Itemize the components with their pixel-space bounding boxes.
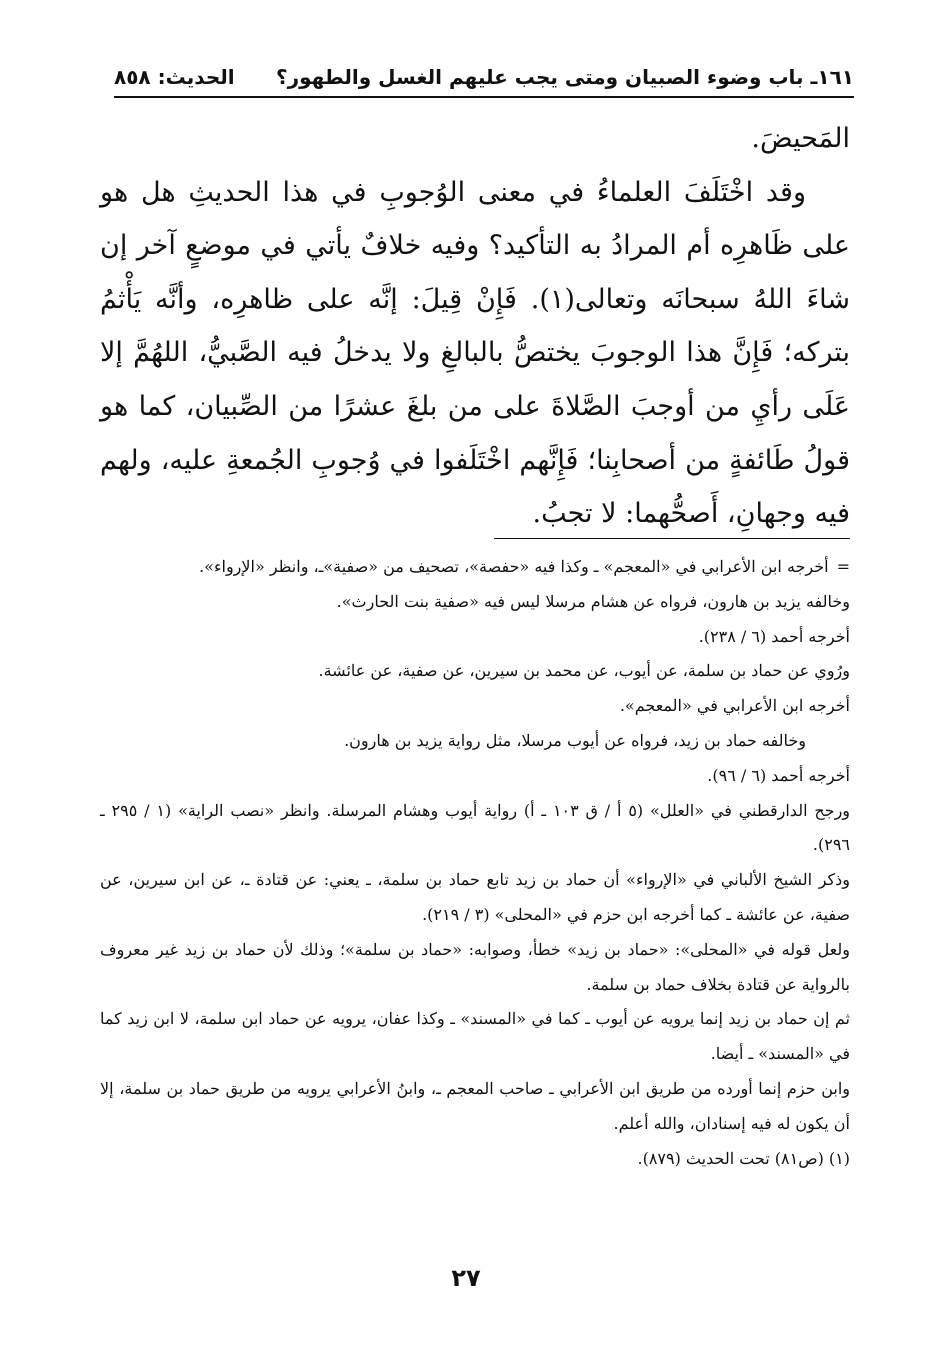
footnote-line: ورُوي عن حماد بن سلمة، عن أيوب، عن محمد بن سيرين، عن صفية، عن عائشة.: [318, 661, 850, 681]
running-header: [114, 60, 854, 94]
page-number: ٢٧: [451, 1264, 481, 1292]
footnote-line: ولعل قوله في «المحلى»: «حماد بن زيد» خطأ، وصوابه: «حماد بن سلمة»؛ وذلك لأن حماد بن زيد غير معروف بالرواية عن قتادة بخلاف حماد بن سلمة.: [100, 939, 850, 994]
footnote-line-text: أخرجه ابن الأعرابي في «المعجم» ـ وكذا فيه «حفصة»، تصحيف من «صفية»ـ، وانظر «الإرواء».: [199, 557, 829, 576]
footnote-line: [100, 550, 850, 585]
footnote-line: وذكر الشيخ الألباني في «الإرواء» أن حماد بن زيد تابع حماد بن سلمة، ـ يعني: عن قتادة ـ، عن ابن سيرين، عن صفية، عن عائشة ـ كما أخرجه ابن حزم في «المحلى» (٣ / ٢١٩).: [100, 870, 850, 924]
footnote-line: أخرجه أحمد (٦ / ٢٣٨).: [698, 626, 850, 646]
footnotes: [100, 550, 850, 1176]
continuation-marker: =: [836, 557, 850, 576]
footnote-line: (١) (ص٨١) تحت الحديث (٨٧٩).: [637, 1148, 850, 1168]
paragraph-continuation: المَحيضَ.: [751, 123, 850, 154]
header-rule: [114, 96, 854, 98]
footnote-line: وخالفه حماد بن زيد، فرواه عن أيوب مرسلا، مثل رواية يزيد بن هارون.: [344, 730, 806, 750]
paragraph: وقد اخْتَلَفَ العلماءُ في معنى الوُجوبِ في هذا الحديثِ هل هو على ظَاهرِه أم المرادُ به التأكيد؟ وفيه خلافٌ يأتي في موضعٍ آخر إن شاءَ اللهُ سبحانَه وتعالى(١). فَإِنْ قِيلَ: إنَّه على ظاهرِه، وأنَّه يَأْثمُ بتركه؛ فَإِنَّ هذا الوجوبَ يختصُّ بالبالغِ ولا يدخلُ فيه الصَّبيُّ، اللهُمَّ إلا عَلَى رأيِ من أوجبَ الصَّلاةَ على من بلغَ عشرًا من الصِّبيان، كما هو قولُ طَائفةٍ من أصحابِنا؛ فَإِنَّهم اخْتَلَفوا في وُجوبِ الجُمعةِ عليه، ولهم فيه وجهانِ، أَصحُّهما: لا تجبُ.: [100, 176, 850, 530]
footnote-line: وخالفه يزيد بن هارون، فرواه عن هشام مرسلا ليس فيه «صفية بنت الحارث».: [336, 591, 850, 611]
footnote-line: ثم إن حماد بن زيد إنما يرويه عن أيوب ـ كما في «المسند» ـ وكذا عفان، يرويه عن حماد ابن سلمة، لا ابن زيد كما في «المسند» ـ أيضا.: [100, 1009, 850, 1064]
chapter-title: ١٦١ـ باب وضوء الصبيان ومتى يجب عليهم الغسل والطهور؟: [276, 65, 854, 89]
footnote-separator: [494, 538, 850, 539]
footnote-line: وابن حزم إنما أورده من طريق ابن الأعرابي ـ صاحب المعجم ـ، وابنُ الأعرابي يرويه من طريق حماد بن سلمة، إلا أن يكون له فيه إسنادان، والله أعلم.: [100, 1078, 850, 1133]
hadith-reference: الحديث: ٨٥٨: [114, 65, 235, 89]
footnote-line: أخرجه أحمد (٦ / ٩٦).: [707, 765, 850, 785]
footnote-line: ورجح الدارقطني في «العلل» (٥ أ / ق ١٠٣ ـ أ) رواية أيوب وهشام المرسلة. وانظر «نصب الراية» (١ / ٢٩٥ ـ ٢٩٦).: [100, 800, 851, 855]
main-text: [100, 112, 850, 541]
footnote-line: أخرجه ابن الأعرابي في «المعجم».: [619, 696, 850, 716]
